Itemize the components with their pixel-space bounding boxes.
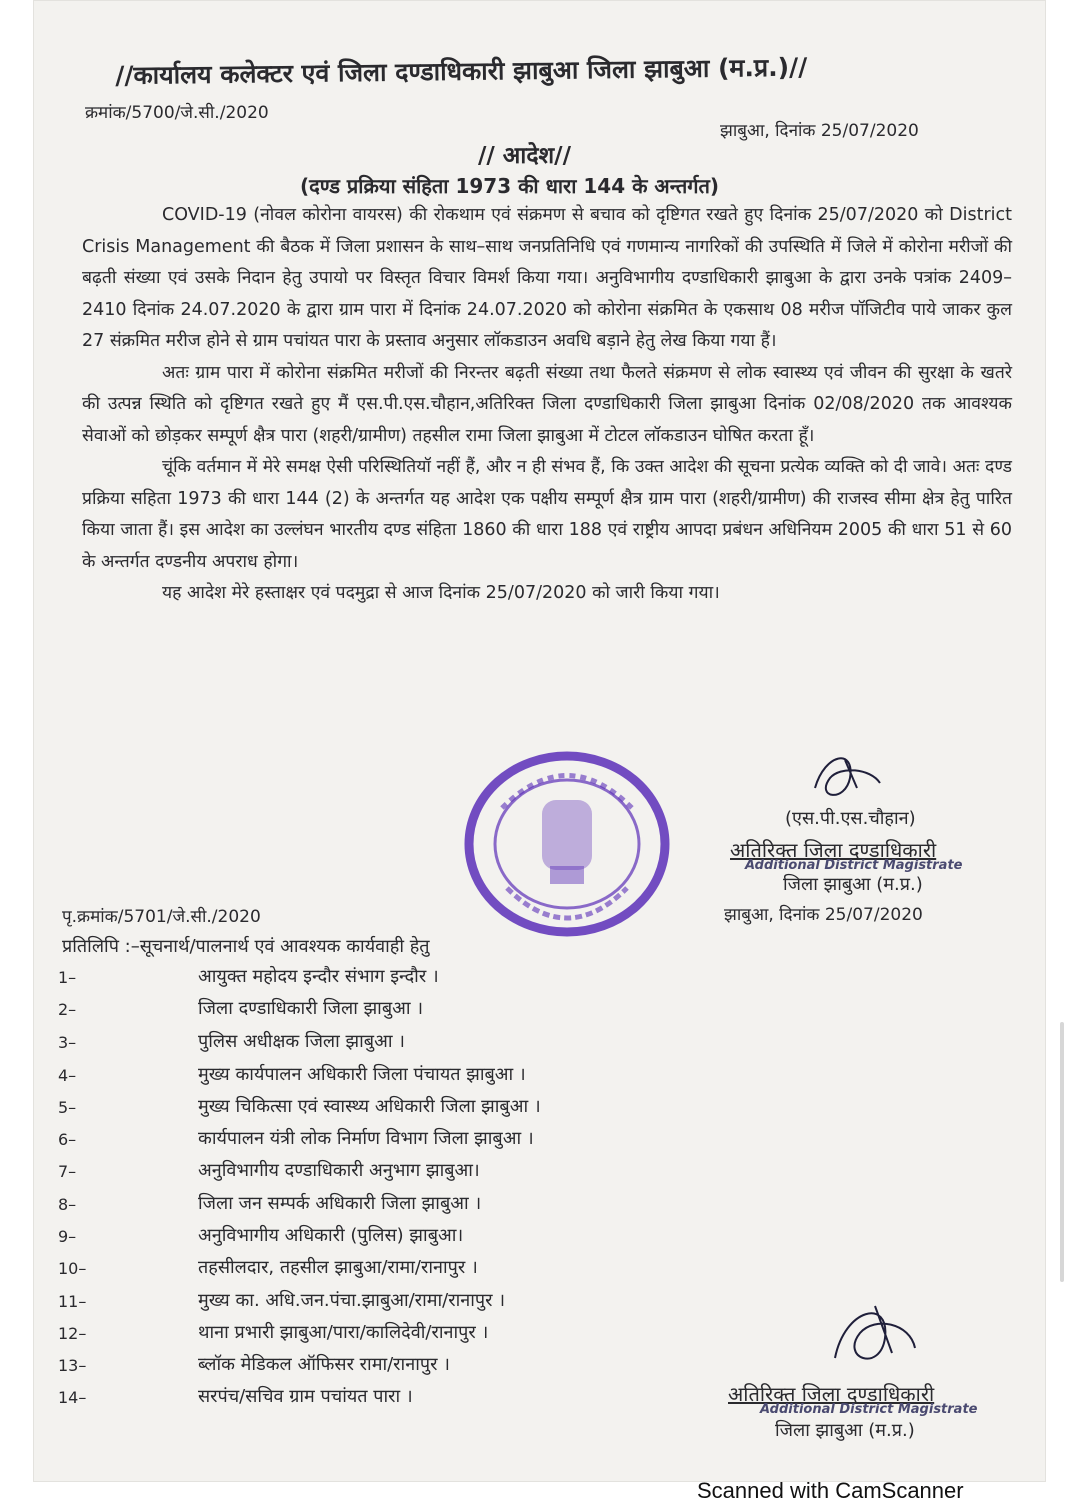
list-item: मुख्य चिकित्सा एवं स्वास्थ्य अधिकारी जिला झाबुआ । <box>198 1096 541 1117</box>
list-item: ब्लॉक मेडिकल ऑफिसर रामा/रानापुर । <box>198 1354 450 1375</box>
signatory-district: जिला झाबुआ (म.प्र.) <box>783 874 923 895</box>
signatory-2-district: जिला झाबुआ (म.प्र.) <box>775 1420 915 1441</box>
list-number: 5– <box>58 1098 77 1117</box>
order-heading: // आदेश// <box>478 143 571 169</box>
paragraph-1: COVID-19 (नोवल कोरोना वायरस) की रोकथाम एवं संक्रमण से बचाव को दृष्टिगत रखते हुए दिनांक 25/07/2020 को District Crisis Management की बैठक में जिला प्रशासन के साथ–साथ जनप्रतिनिधि एवं गणमान्य नागरिकों की उपस्थिति में जिले में कोरोना मरीजों की बढ़ती संख्या एवं उसके निदान हेतु उपायो पर विस्तृत विचार विमर्श किया गया। अनुविभागीय दण्डाधिकारी झाबुआ के द्वारा उनके पत्रांक 2409–2410 दिनांक 24.07.2020 के द्वारा ग्राम पारा में दिनांक 24.07.2020 को कोरोना संक्रमित के एकसाथ 08 मरीज पॉजिटीव पाये जाकर कुल 27 संक्रमित मरीज होने से ग्राम पचांयत पारा के प्रस्ताव अनुसार लॉकडाउन अवधि बड़ाने हेतु लेख किया गया हैं। <box>82 205 1012 351</box>
list-number: 11– <box>58 1292 87 1311</box>
official-seal-stamp <box>462 748 672 940</box>
list-item: पुलिस अधीक्षक जिला झाबुआ । <box>198 1031 406 1052</box>
list-item: आयुक्त महोदय इन्दौर संभाग इन्दौर । <box>198 966 439 987</box>
signatory-name: (एस.पी.एस.चौहान) <box>785 808 916 829</box>
list-number: 12– <box>58 1324 87 1343</box>
signatory-designation: अतिरिक्त जिला दण्डाधिकारी <box>730 838 937 862</box>
list-item: मुख्य का. अधि.जन.पंचा.झाबुआ/रामा/रानापुर । <box>198 1290 506 1311</box>
list-number: 3– <box>58 1033 77 1052</box>
list-number: 1– <box>58 968 77 987</box>
list-number: 7– <box>58 1162 77 1181</box>
office-title: //कार्यालय कलेक्टर एवं जिला दण्डाधिकारी झाबुआ जिला झाबुआ (म.प्र.)// <box>115 52 808 90</box>
list-item: अनुविभागीय दण्डाधिकारी अनुभाग झाबुआ। <box>198 1160 480 1181</box>
list-number: 10– <box>58 1259 87 1278</box>
issue-place-date: झाबुआ, दिनांक 25/07/2020 <box>720 121 919 141</box>
copy-intro: प्रतिलिपि :–सूचनार्थ/पालनार्थ एवं आवश्यक कार्यवाही हेतु <box>62 936 430 957</box>
list-item: अनुविभागीय अधिकारी (पुलिस) झाबुआ। <box>198 1225 464 1246</box>
reference-number: क्रमांक/5700/जे.सी./2020 <box>85 103 269 123</box>
stamp-english-text: Additional District Magistrate <box>745 858 963 873</box>
list-item: थाना प्रभारी झाबुआ/पारा/कालिदेवी/रानापुर । <box>198 1322 489 1343</box>
list-item: तहसीलदार, तहसील झाबुआ/रामा/रानापुर । <box>198 1257 478 1278</box>
list-number: 13– <box>58 1356 87 1375</box>
scrollbar[interactable] <box>1060 1022 1064 1282</box>
paragraph-3: चूंकि वर्तमान में मेरे समक्ष ऐसी परिस्थितियॉ नहीं हैं, और न ही संभव हैं, कि उक्त आदेश की सूचना प्रत्येक व्यक्ति को दी जावे। अतः दण्ड प्रक्रिया सहिता 1973 की धारा 144 (2) के अन्तर्गत यह आदेश एक पक्षीय सम्पूर्ण क्षैत्र ग्राम पारा (शहरी/ग्रामीण) की राजस्व सीमा क्षेत्र हेतु पारित किया जाता हैं। इस आदेश का उल्लंघन भारतीय दण्ड संहिता 1860 की धारा 188 एवं राष्ट्रीय आपदा प्रबंधन अधिनियम 2005 की धारा 51 से 60 के अन्तर्गत दण्डनीय अपराध होगा। <box>82 457 1012 572</box>
list-number: 9– <box>58 1227 77 1246</box>
paragraph-4: यह आदेश मेरे हस्ताक्षर एवं पदमुद्रा से आज दिनांक 25/07/2020 को जारी किया गया। <box>162 583 720 603</box>
list-number: 14– <box>58 1388 87 1407</box>
copy-place-date: झाबुआ, दिनांक 25/07/2020 <box>724 905 923 925</box>
signatory-2-designation: अतिरिक्त जिला दण्डाधिकारी <box>728 1382 935 1406</box>
list-number: 2– <box>58 1000 77 1019</box>
list-number: 8– <box>58 1195 77 1214</box>
list-item: जिला दण्डाधिकारी जिला झाबुआ । <box>198 998 424 1019</box>
stamp-2-english-text: Additional District Magistrate <box>760 1402 978 1417</box>
list-item: सरपंच/सचिव ग्राम पचांयत पारा । <box>198 1386 413 1407</box>
copy-reference-number: पृ.क्रमांक/5701/जे.सी./2020 <box>62 907 261 927</box>
signature-2 <box>820 1298 930 1378</box>
order-body <box>82 200 1012 610</box>
scanner-watermark: Scanned with CamScanner <box>697 1478 964 1503</box>
list-item: कार्यपालन यंत्री लोक निर्माण विभाग जिला झाबुआ । <box>198 1128 534 1149</box>
section-heading: (दण्ड प्रक्रिया संहिता 1973 की धारा 144 के अन्तर्गत) <box>300 174 720 198</box>
list-number: 4– <box>58 1066 77 1085</box>
paragraph-2: अतः ग्राम पारा में कोरोना संक्रमित मरीजों की निरन्तर बढ़ती संख्या तथा फैलते संक्रमण से लोक स्वास्थ्य एवं जीवन की सुरक्षा के खतरे की उत्पन्न स्थिति को दृष्टिगत रखते हुए मैं एस.पी.एस.चौहान,अतिरिक्त जिला दण्डाधिकारी जिला झाबुआ दिनांक 02/08/2020 तक आवश्यक सेवाओं को छोड़कर सम्पूर्ण क्षैत्र पारा (शहरी/ग्रामीण) तहसील रामा जिला झाबुआ में टोटल लॉकडाउन घोषित करता हूँ। <box>82 362 1012 446</box>
list-item: मुख्य कार्यपालन अधिकारी जिला पंचायत झाबुआ । <box>198 1064 526 1085</box>
list-item: जिला जन सम्पर्क अधिकारी जिला झाबुआ । <box>198 1193 482 1214</box>
list-number: 6– <box>58 1130 77 1149</box>
